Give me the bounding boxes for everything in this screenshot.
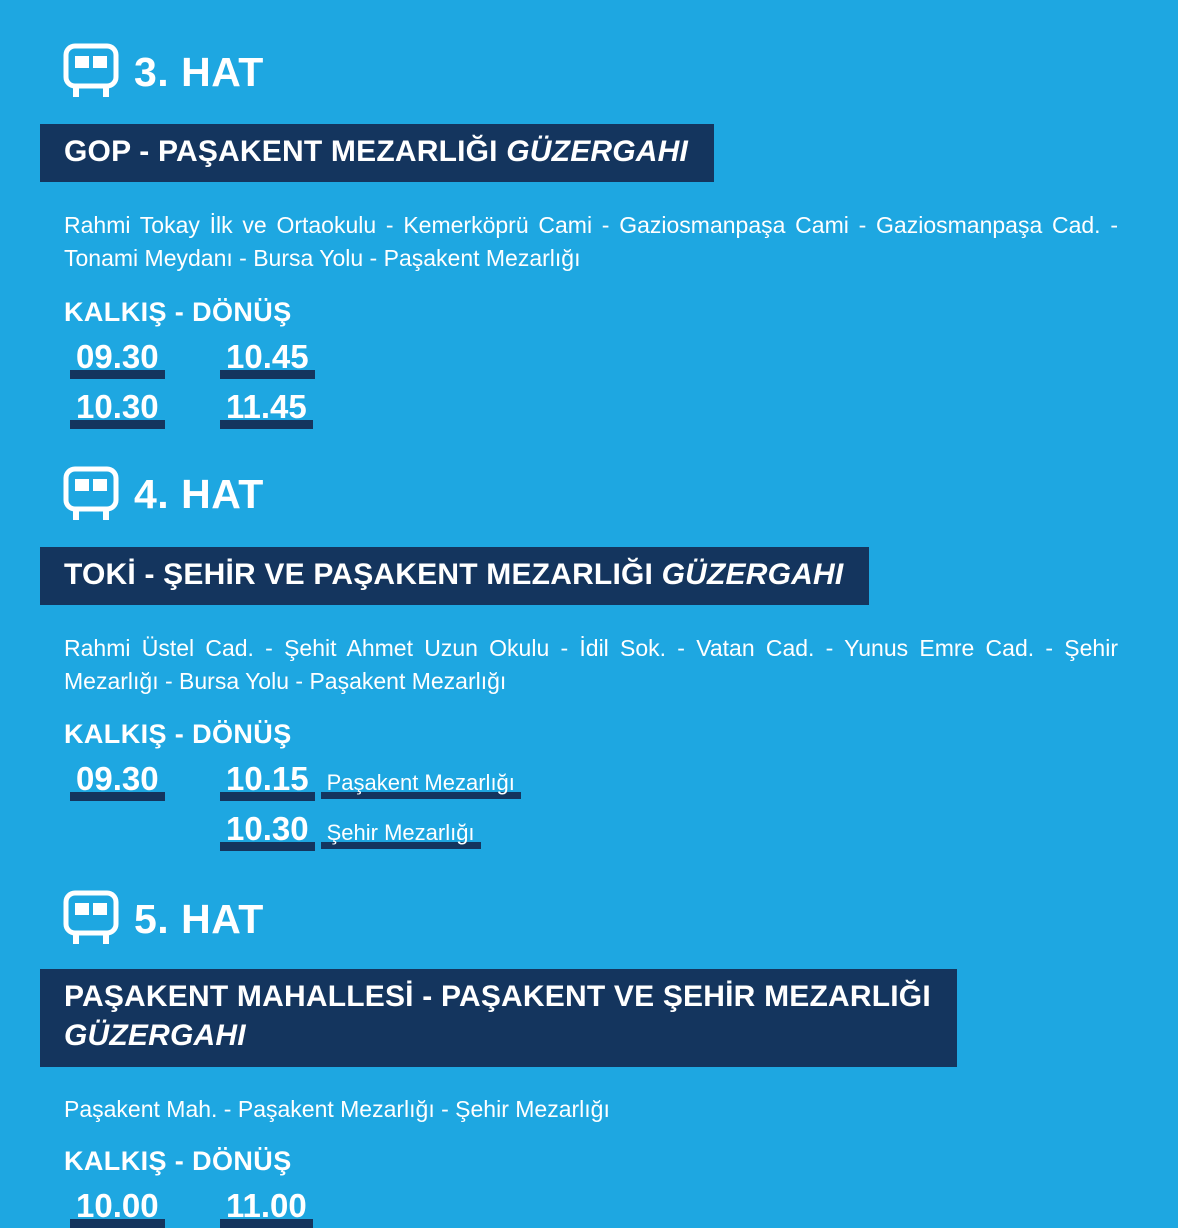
departure-time: 09.30	[70, 340, 165, 379]
route-description-4: Rahmi Üstel Cad. - Şehit Ahmet Uzun Okulu - İdil Sok. - Vatan Cad. - Yunus Emre Cad. - Şehir Mezarlığı - Bursa Yolu - Paşakent Mezarlığı	[64, 635, 1118, 694]
route-banner-italic-5: GÜZERGAHI	[64, 1018, 246, 1052]
hat-title-5: 5. HAT	[134, 895, 264, 942]
departure-time: 10.30	[70, 390, 165, 429]
return-time: 10.30	[220, 812, 315, 851]
bus-icon	[62, 42, 120, 102]
hat-title-3: 3. HAT	[134, 48, 264, 95]
hat-header-3	[0, 42, 1178, 102]
departure-time: 10.00	[70, 1189, 165, 1228]
time-row	[0, 387, 1178, 429]
time-row	[0, 1186, 1178, 1228]
route-block-hat-4	[0, 429, 1178, 852]
bus-icon	[62, 889, 120, 949]
schedule-label-4: KALKIŞ - DÖNÜŞ	[64, 719, 292, 750]
route-banner-main-3: GOP - PAŞAKENT MEZARLIĞI	[64, 135, 498, 168]
time-row	[0, 812, 1178, 851]
return-note: Şehir Mezarlığı	[321, 822, 481, 849]
return-time: 10.15	[220, 762, 315, 801]
route-description-5: Paşakent Mah. - Paşakent Mezarlığı - Şehir Mezarlığı	[64, 1096, 610, 1123]
hat-title-4: 4. HAT	[134, 471, 264, 518]
schedule-label-3: KALKIŞ - DÖNÜŞ	[64, 296, 292, 327]
route-banner-4	[40, 547, 869, 605]
route-description-3: Rahmi Tokay İlk ve Ortaokulu - Kemerköprü Cami - Gaziosmanpaşa Cami - Gaziosmanpaşa Cad. - Tonami Meydanı - Bursa Yolu - Paşakent Mezarlığı	[64, 212, 1118, 272]
departure-time: 09.30	[70, 762, 165, 801]
return-time: 11.00	[220, 1189, 313, 1228]
hat-header-4	[0, 465, 1178, 525]
route-banner-italic-4: GÜZERGAHI	[661, 557, 844, 591]
route-block-hat-3	[0, 0, 1178, 429]
route-banner-main-4: TOKİ - ŞEHİR VE PAŞAKENT MEZARLIĞI	[64, 557, 654, 591]
route-block-hat-5	[0, 851, 1178, 1227]
return-note: Paşakent Mezarlığı	[321, 772, 521, 799]
route-banner-5	[40, 969, 957, 1067]
schedule-label-5: KALKIŞ - DÖNÜŞ	[64, 1145, 292, 1176]
return-time: 11.45	[220, 390, 313, 429]
route-banner-italic-3: GÜZERGAHI	[506, 135, 689, 168]
route-banner-3	[40, 124, 714, 182]
return-time: 10.45	[220, 340, 315, 379]
route-banner-main-5: PAŞAKENT MAHALLESİ - PAŞAKENT VE ŞEHİR MEZARLIĞI	[64, 980, 931, 1014]
bus-icon	[62, 465, 120, 525]
time-row	[0, 337, 1178, 379]
hat-header-5	[0, 889, 1178, 949]
time-row	[0, 762, 1178, 801]
